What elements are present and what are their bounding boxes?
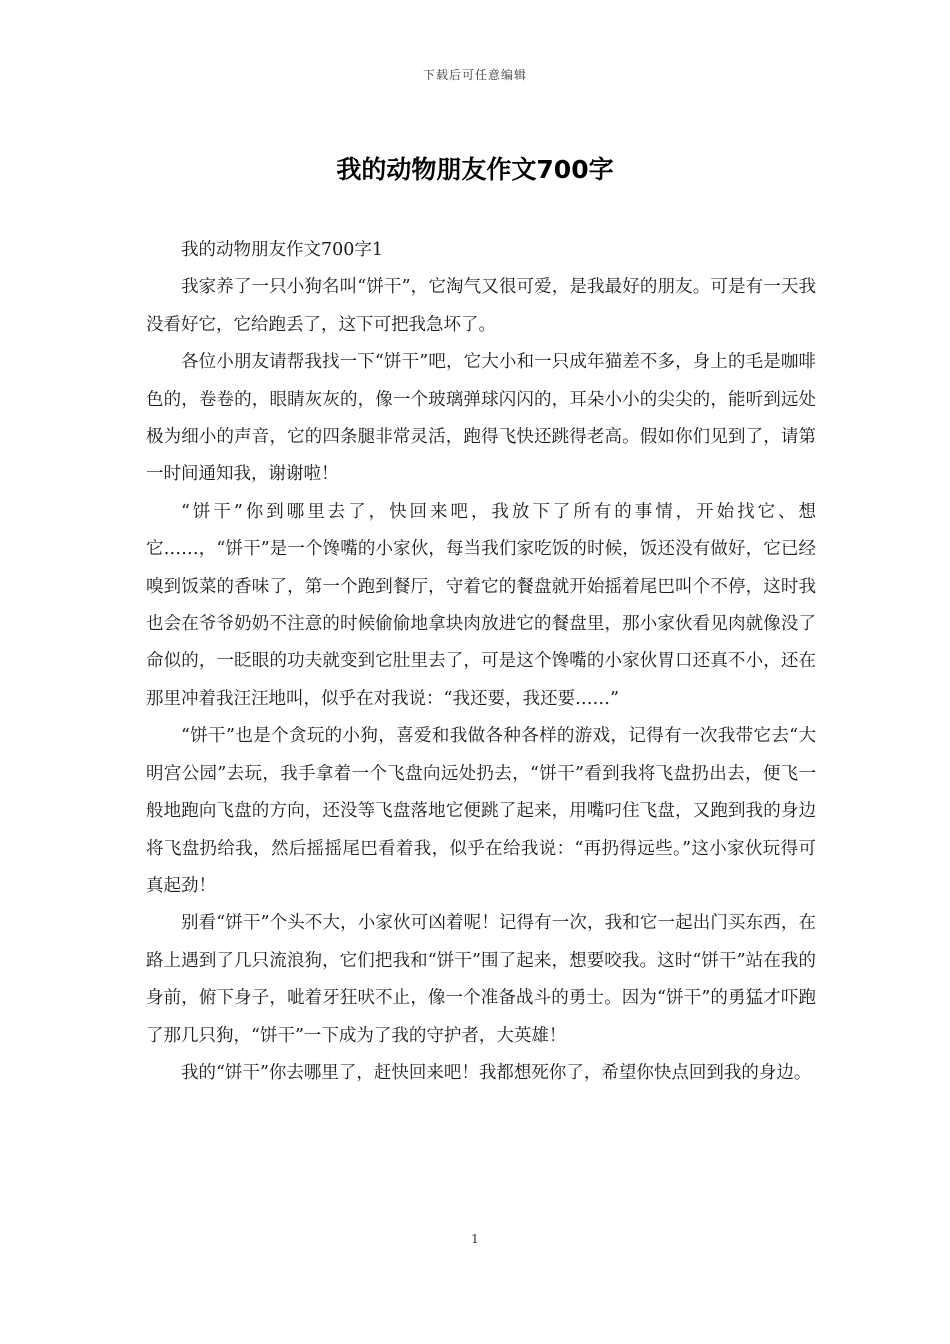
section-heading: 我的动物朋友作文700字1 bbox=[181, 240, 384, 260]
paragraph-description: 各位小朋友请帮我找一下“饼干”吧，它大小和一只成年猫差不多，身上的毛是咖啡色的，卷卷的，眼睛灰灰的，像一个玻璃弹球闪闪的，耳朵小小的尖尖的，能听到远处极为细小的声音，它的四条腿非常灵活，跑得飞快还跳得老高。假如你们见到了，请第一时间通知我，谢谢啦！ bbox=[146, 352, 816, 485]
paragraph-intro: 我家养了一只小狗名叫“饼干”，它淘气又很可爱，是我最好的朋友。可是有一天我没看好它，它给跑丢了，这下可把我急坏了。 bbox=[146, 277, 816, 335]
paragraph-greedy: “饼干”你到哪里去了，快回来吧，我放下了所有的事情，开始找它、想它……，“饼干”是一个馋嘴的小家伙，每当我们家吃饭的时候，饭还没有做好，它已经嗅到饭菜的香味了，第一个跑到餐厅，守着它的餐盘就开始摇着尾巴叫个不停，这时我也会在爷爷奶奶不注意的时候偷偷地拿块肉放进它的餐盘里，那小家伙看见肉就像没了命似的，一眨眼的功夫就变到它肚里去了，可是这个馋嘴的小家伙胃口还真不小，还在那里冲着我汪汪地叫，似乎在对我说：“我还要，我还要……” bbox=[146, 501, 816, 709]
header-note: 下载后可任意编辑 bbox=[422, 68, 527, 82]
paragraph-playful: “饼干”也是个贪玩的小狗，喜爱和我做各种各样的游戏，记得有一次我带它去“大明宫公园”去玩，我手拿着一个飞盘向远处扔去，“饼干”看到我将飞盘扔出去，便飞一般地跑向飞盘的方向，还没等飞盘落地它便跳了起来，用嘴叼住飞盘，又跑到我的身边将飞盘扔给我，然后摇摇尾巴看着我，似乎在给我说：“再扔得远些。”这小家伙玩得可真起劲！ bbox=[146, 726, 816, 896]
document-title: 我的动物朋友作文700字 bbox=[336, 155, 614, 184]
paragraph-closing: 我的“饼干”你去哪里了，赶快回来吧！我都想死你了，希望你快点回到我的身边。 bbox=[181, 1062, 812, 1083]
page-number: 1 bbox=[471, 1232, 479, 1246]
document-body bbox=[146, 232, 816, 1092]
paragraph-brave: 别看“饼干”个头不大，小家伙可凶着呢！记得有一次，我和它一起出门买东西，在路上遇到了几只流浪狗，它们把我和“饼干”围了起来，想要咬我。这时“饼干”站在我的身前，俯下身子，呲着牙狂吠不止，像一个准备战斗的勇士。因为“饼干”的勇猛才吓跑了那几只狗，“饼干”一下成为了我的守护者，大英雄！ bbox=[146, 913, 816, 1046]
